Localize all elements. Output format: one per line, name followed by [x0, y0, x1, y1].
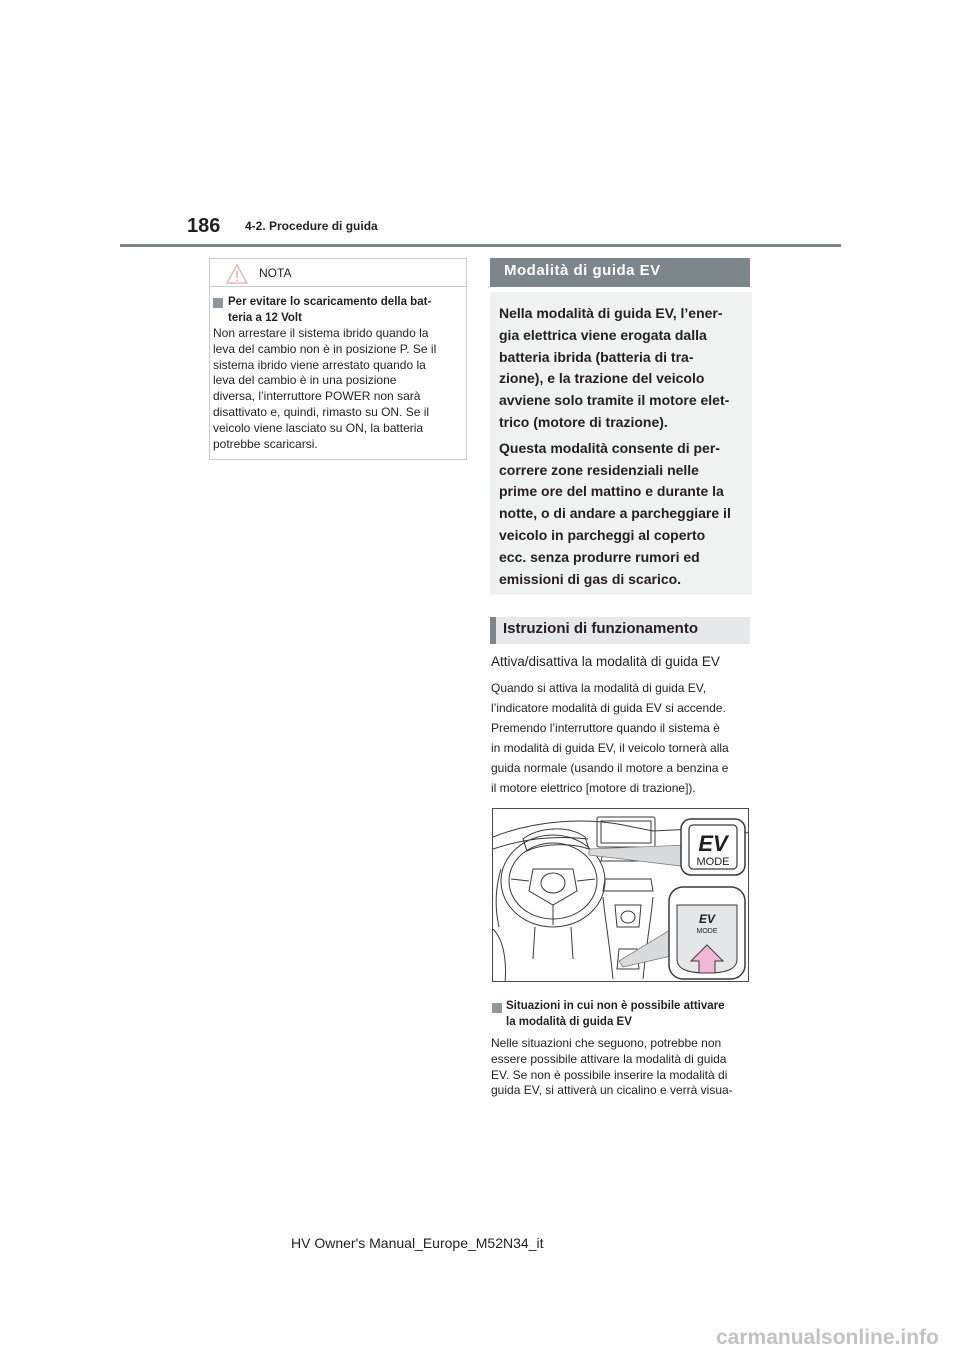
dashboard-illustration: [492, 808, 749, 982]
nota-bullet-icon: [213, 298, 223, 308]
situations-bullet-icon: [492, 1003, 502, 1013]
situations-heading: Situazioni in cui non è possibile attivare la modalità di guida EV: [506, 1000, 725, 1028]
ev-switch-ev-label: EV: [698, 912, 716, 926]
nota-body: Non arrestare il sistema ibrido quando la leva del cambio non è in posizione P. Se il sistema ibrido viene arrestato quando la leva del cambio è in una posizione diversa, l’interruttore POWER non sarà disattivato e, quindi, rimasto su ON. Se il veicolo viene lasciato su ON, la batteria potrebbe scaricarsi.: [213, 326, 437, 451]
ev-mode-paragraph-1: Nella modalità di guida EV, l’ener- gia elettrica viene erogata dalla batteria ibrida (batteria di tra- zione), e la trazione del veicolo avviene solo tramite il motore elet- trico (motore di trazione).: [499, 305, 730, 430]
header-rule: [120, 244, 841, 247]
ev-indicator-mode-label: MODE: [696, 856, 730, 868]
instructions-title-accent: [490, 617, 496, 644]
watermark: carmanualsonline.info: [716, 1326, 939, 1349]
warning-triangle-icon: [226, 264, 248, 284]
instructions-title: Istruzioni di funzionamento: [503, 620, 698, 637]
nota-heading: Per evitare lo scaricamento della bat- teria a 12 Volt: [228, 296, 432, 324]
ev-mode-title: Modalità di guida EV: [504, 262, 661, 279]
section-label: 4-2. Procedure di guida: [245, 219, 378, 233]
situations-body: Nelle situazioni che seguono, potrebbe non essere possibile attivare la modalità di guida EV. Se non è possibile inserire la modalità di guida EV, si attiverà un cicalino e verrà visua-: [491, 1036, 733, 1098]
ev-indicator-ev-label: EV: [698, 831, 728, 856]
page-number: 186: [187, 215, 221, 237]
dashboard-drawing: [493, 809, 749, 982]
ev-switch-mode-label: MODE: [696, 928, 718, 935]
nota-divider: [210, 286, 466, 287]
ev-mode-panel-text: [499, 303, 747, 594]
nota-title: NOTA: [259, 266, 292, 280]
instructions-body: Quando si attiva la modalità di guida EV, l’indicatore modalità di guida EV si accende. Premendo l’interruttore quando il sistema è in modalità di guida EV, il veicolo tornerà alla guida normale (usando il motore a benzina e il motore elettrico [motore di trazione]).: [491, 681, 729, 795]
instructions-subheading: Attiva/disattiva la modalità di guida EV: [491, 654, 720, 669]
ev-mode-paragraph-2: Questa modalità consente di per- correre zone residenziali nelle prime ore del mattino e durante la notte, o di andare a parcheggiare il veicolo in parcheggi al coperto ecc. senza produrre rumori ed emissioni di gas di scarico.: [499, 439, 731, 587]
footer-manual-id: HV Owner's Manual_Europe_M52N34_it: [291, 1235, 544, 1251]
